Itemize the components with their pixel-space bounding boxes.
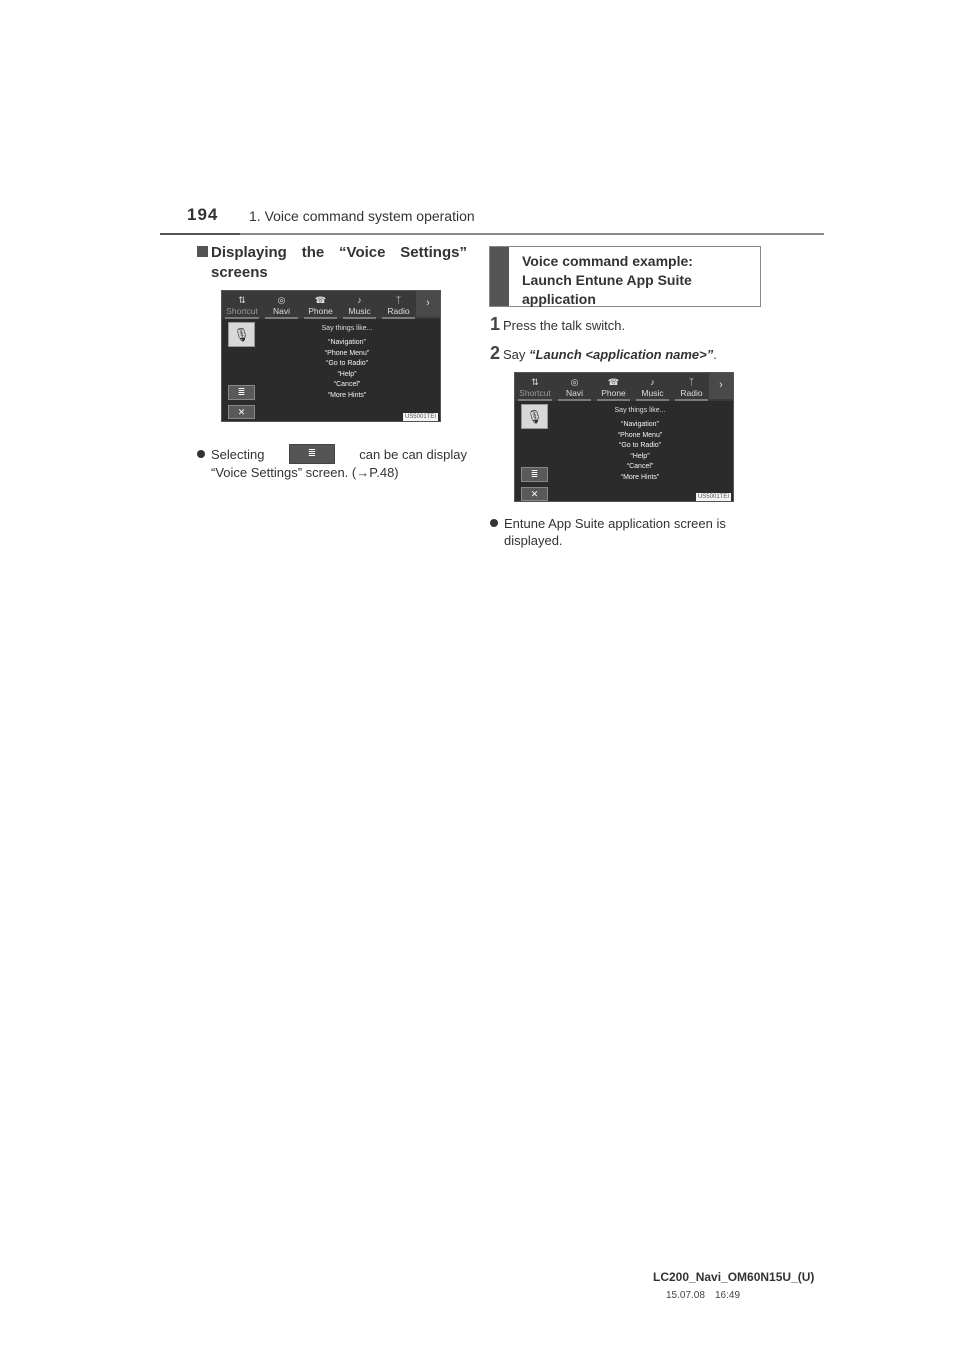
subheading-voice-settings: Displaying the “Voice Settings” screens — [197, 243, 467, 283]
chevron-right-icon: › — [709, 373, 733, 399]
image-code: US5001TEI — [404, 414, 436, 420]
example-box — [489, 246, 761, 307]
square-bullet-icon — [197, 246, 208, 257]
document-code: LC200_Navi_OM60N15U_(U) — [653, 1270, 815, 1284]
section-title: 1. Voice command system operation — [249, 208, 475, 224]
command-item: “Go to Radio” — [618, 442, 662, 449]
tab-phone: ☎ Phone — [594, 373, 633, 401]
bullet-icon — [490, 519, 498, 527]
music-icon: ♪ — [650, 377, 655, 387]
tab-music: ♪ Music — [340, 291, 379, 319]
step-1: 1 Press the talk switch. — [490, 314, 626, 334]
command-item: “Phone Menu” — [324, 349, 370, 357]
example-box-bar — [490, 247, 509, 306]
radio-icon: ᛉ — [688, 377, 695, 387]
chevron-right-icon: › — [416, 291, 440, 317]
microphone-icon: 🎙 — [228, 322, 255, 347]
tab-bar — [222, 291, 440, 319]
image-code: US5001TEI — [697, 494, 729, 500]
voice-settings-icon: ≣ — [228, 385, 255, 400]
close-icon: ✕ — [228, 405, 255, 419]
tab-shortcut: ⇅ Shortcut — [222, 291, 262, 319]
footer-time: 16:49 — [715, 1290, 741, 1301]
tab-radio: ᛉ Radio — [379, 291, 418, 319]
voice-settings-icon: ≣ — [521, 467, 548, 482]
tab-shortcut: ⇅ Shortcut — [515, 373, 555, 401]
prompt-list — [302, 325, 392, 401]
page-number: 194 — [187, 205, 219, 224]
command-item: “Phone Menu” — [617, 431, 663, 439]
bullet-icon — [197, 450, 205, 458]
command-item: “Navigation” — [328, 339, 366, 346]
phone-icon: ☎ — [607, 377, 620, 387]
close-icon: ✕ — [521, 487, 548, 501]
step-number: 2 — [490, 343, 501, 363]
command-item: “Cancel” — [333, 381, 361, 388]
command-item: “Help” — [630, 452, 650, 460]
navi-icon: ◎ — [570, 377, 579, 387]
radio-icon: ᛉ — [395, 295, 402, 305]
bullet-entune: Entune App Suite application screen is displayed. — [490, 515, 760, 549]
say-things-label: Say things like... — [614, 407, 666, 414]
prompt-list — [595, 407, 685, 483]
voice-settings-button-icon: ≣ — [289, 444, 335, 464]
navi-icon: ◎ — [277, 295, 286, 305]
screen-image-right — [514, 372, 734, 502]
example-title: Voice command example: Launch Entune App Suite application — [522, 253, 693, 307]
footer-date: 15.07.08 — [666, 1290, 705, 1301]
bullet-selecting: Selecting ≣ can be can display “Voice Settings” screen. (→P.48) — [197, 444, 467, 481]
command-item: “Navigation” — [621, 421, 659, 428]
screen-image-left — [221, 290, 441, 422]
command-item: “Go to Radio” — [325, 360, 369, 367]
command-item: “More Hints” — [620, 473, 660, 481]
command-item: “More Hints” — [327, 391, 367, 399]
command-item: “Cancel” — [626, 463, 654, 470]
header-rule-accent — [160, 233, 240, 235]
microphone-icon: 🎙 — [521, 404, 548, 429]
shortcut-icon: ⇅ — [238, 295, 246, 305]
tab-music: ♪ Music — [633, 373, 672, 401]
phone-icon: ☎ — [314, 295, 327, 305]
tab-phone: ☎ Phone — [301, 291, 340, 319]
step-number: 1 — [490, 314, 501, 334]
tab-bar — [515, 373, 733, 401]
tab-navi: ◎ Navi — [555, 373, 594, 401]
tab-radio: ᛉ Radio — [672, 373, 711, 401]
command-item: “Help” — [337, 370, 357, 378]
left-column — [197, 243, 467, 283]
tab-navi: ◎ Navi — [262, 291, 301, 319]
step-2: 2 Say “Launch <application name>”. — [490, 343, 717, 363]
shortcut-icon: ⇅ — [531, 377, 539, 387]
header-rule — [160, 233, 824, 235]
say-things-label: Say things like... — [321, 325, 373, 332]
music-icon: ♪ — [357, 295, 362, 305]
